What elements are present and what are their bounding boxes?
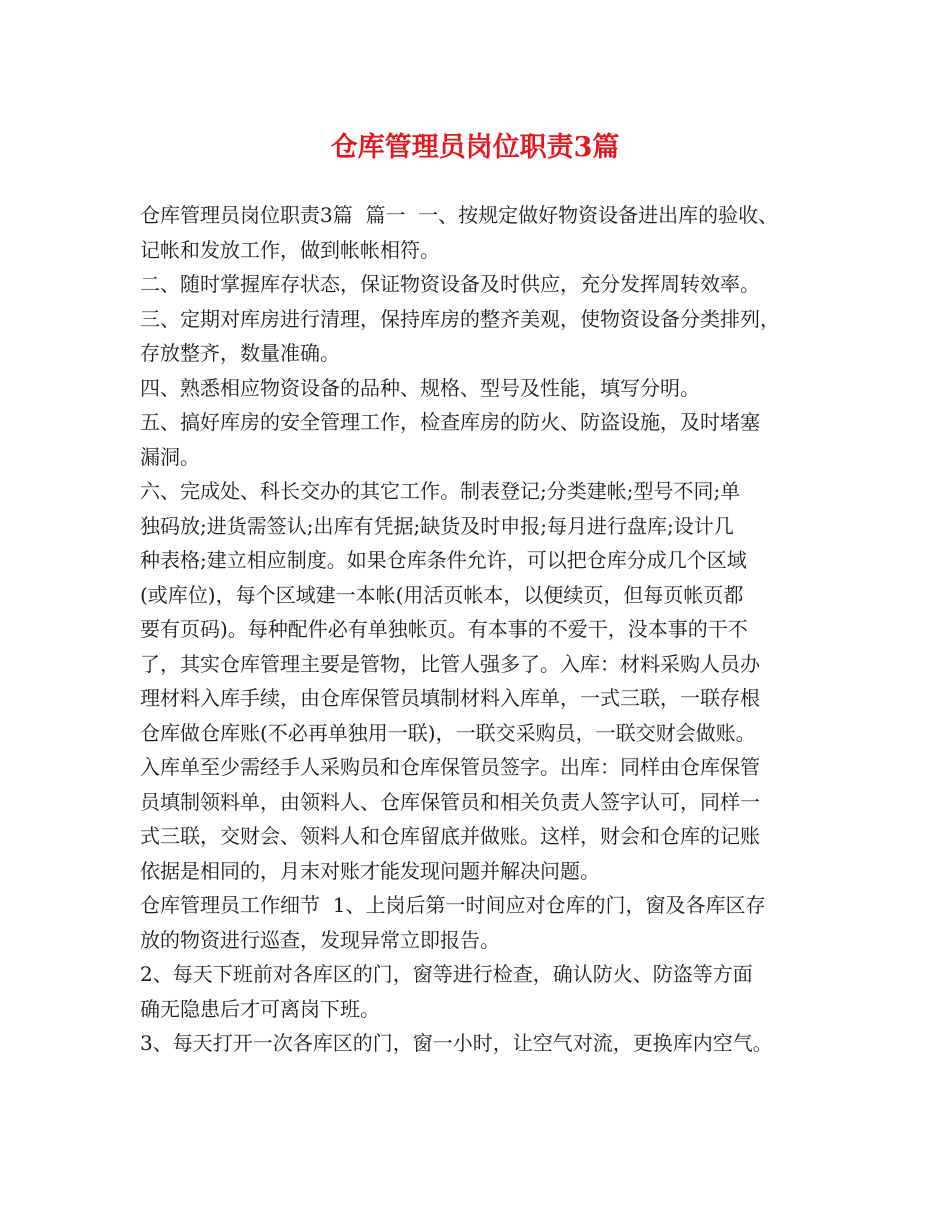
text-line: 仓库管理员工作细节 1、上岗后第一时间应对仓库的门，窗及各库区存 [140, 893, 766, 917]
text-line: 六、完成处、科长交办的其它工作。制表登记;分类建帐;型号不同;单 [140, 479, 741, 503]
text-line: 存放整齐，数量准确。 [140, 341, 340, 365]
text-line: 要有页码)。每种配件必有单独帐页。有本事的不爱干，没本事的干不 [140, 617, 748, 641]
text-line: 放的物资进行巡查，发现异常立即报告。 [140, 927, 500, 952]
text-line: 三、定期对库房进行清理，保持库房的整齐美观，使物资设备分类排列， [140, 306, 780, 331]
text-line: 独码放;进货需签认;出库有凭据;缺货及时申报;每月进行盘库;设计几 [140, 513, 734, 538]
document-body [140, 198, 830, 1061]
text-line: 员填制领料单，由领料人、仓库保管员和相关负责人签字认可，同样一 [140, 789, 760, 814]
text-line: 确无隐患后才可离岗下班。 [140, 996, 380, 1021]
text-line: 2、每天下班前对各库区的门，窗等进行检查，确认防火、防盗等方面 [140, 962, 753, 986]
text-line: 记帐和发放工作，做到帐帐相符。 [140, 237, 440, 262]
text-line: 3、每天打开一次各库区的门，窗一小时，让空气对流，更换库内空气。 [140, 1031, 773, 1055]
text-line: 漏洞。 [140, 444, 200, 469]
text-line: 二、随时掌握库存状态，保证物资设备及时供应，充分发挥周转效率。 [140, 272, 760, 296]
text-line: 五、搞好库房的安全管理工作，检查库房的防火、防盗设施，及时堵塞 [140, 410, 760, 434]
text-line: (或库位)，每个区域建一本帐(用活页帐本，以便续页，但每页帐页都 [140, 582, 744, 607]
text-line: 入库单至少需经手人采购员和仓库保管员签字。出库：同样由仓库保管 [140, 755, 760, 779]
text-line: 理材料入库手续，由仓库保管员填制材料入库单，一式三联，一联存根 [140, 686, 760, 710]
text-line: 仓库管理员岗位职责3篇 篇一 一、按规定做好物资设备进出库的验收、 [140, 203, 779, 227]
text-line: 种表格;建立相应制度。如果仓库条件允许，可以把仓库分成几个区域 [140, 548, 747, 572]
text-line: 依据是相同的，月末对账才能发现问题并解决问题。 [140, 858, 600, 883]
text-line: 式三联，交财会、领料人和仓库留底并做账。这样，财会和仓库的记账 [140, 824, 760, 848]
text-line: 仓库做仓库账(不必再单独用一联)，一联交采购员，一联交财会做账。 [140, 720, 756, 745]
text-line: 了，其实仓库管理主要是管物，比管人强多了。入库：材料采购人员办 [140, 651, 760, 676]
text-line: 四、熟悉相应物资设备的品种、规格、型号及性能，填写分明。 [140, 375, 700, 400]
document-title: 仓库管理员岗位职责3篇 [330, 132, 620, 163]
